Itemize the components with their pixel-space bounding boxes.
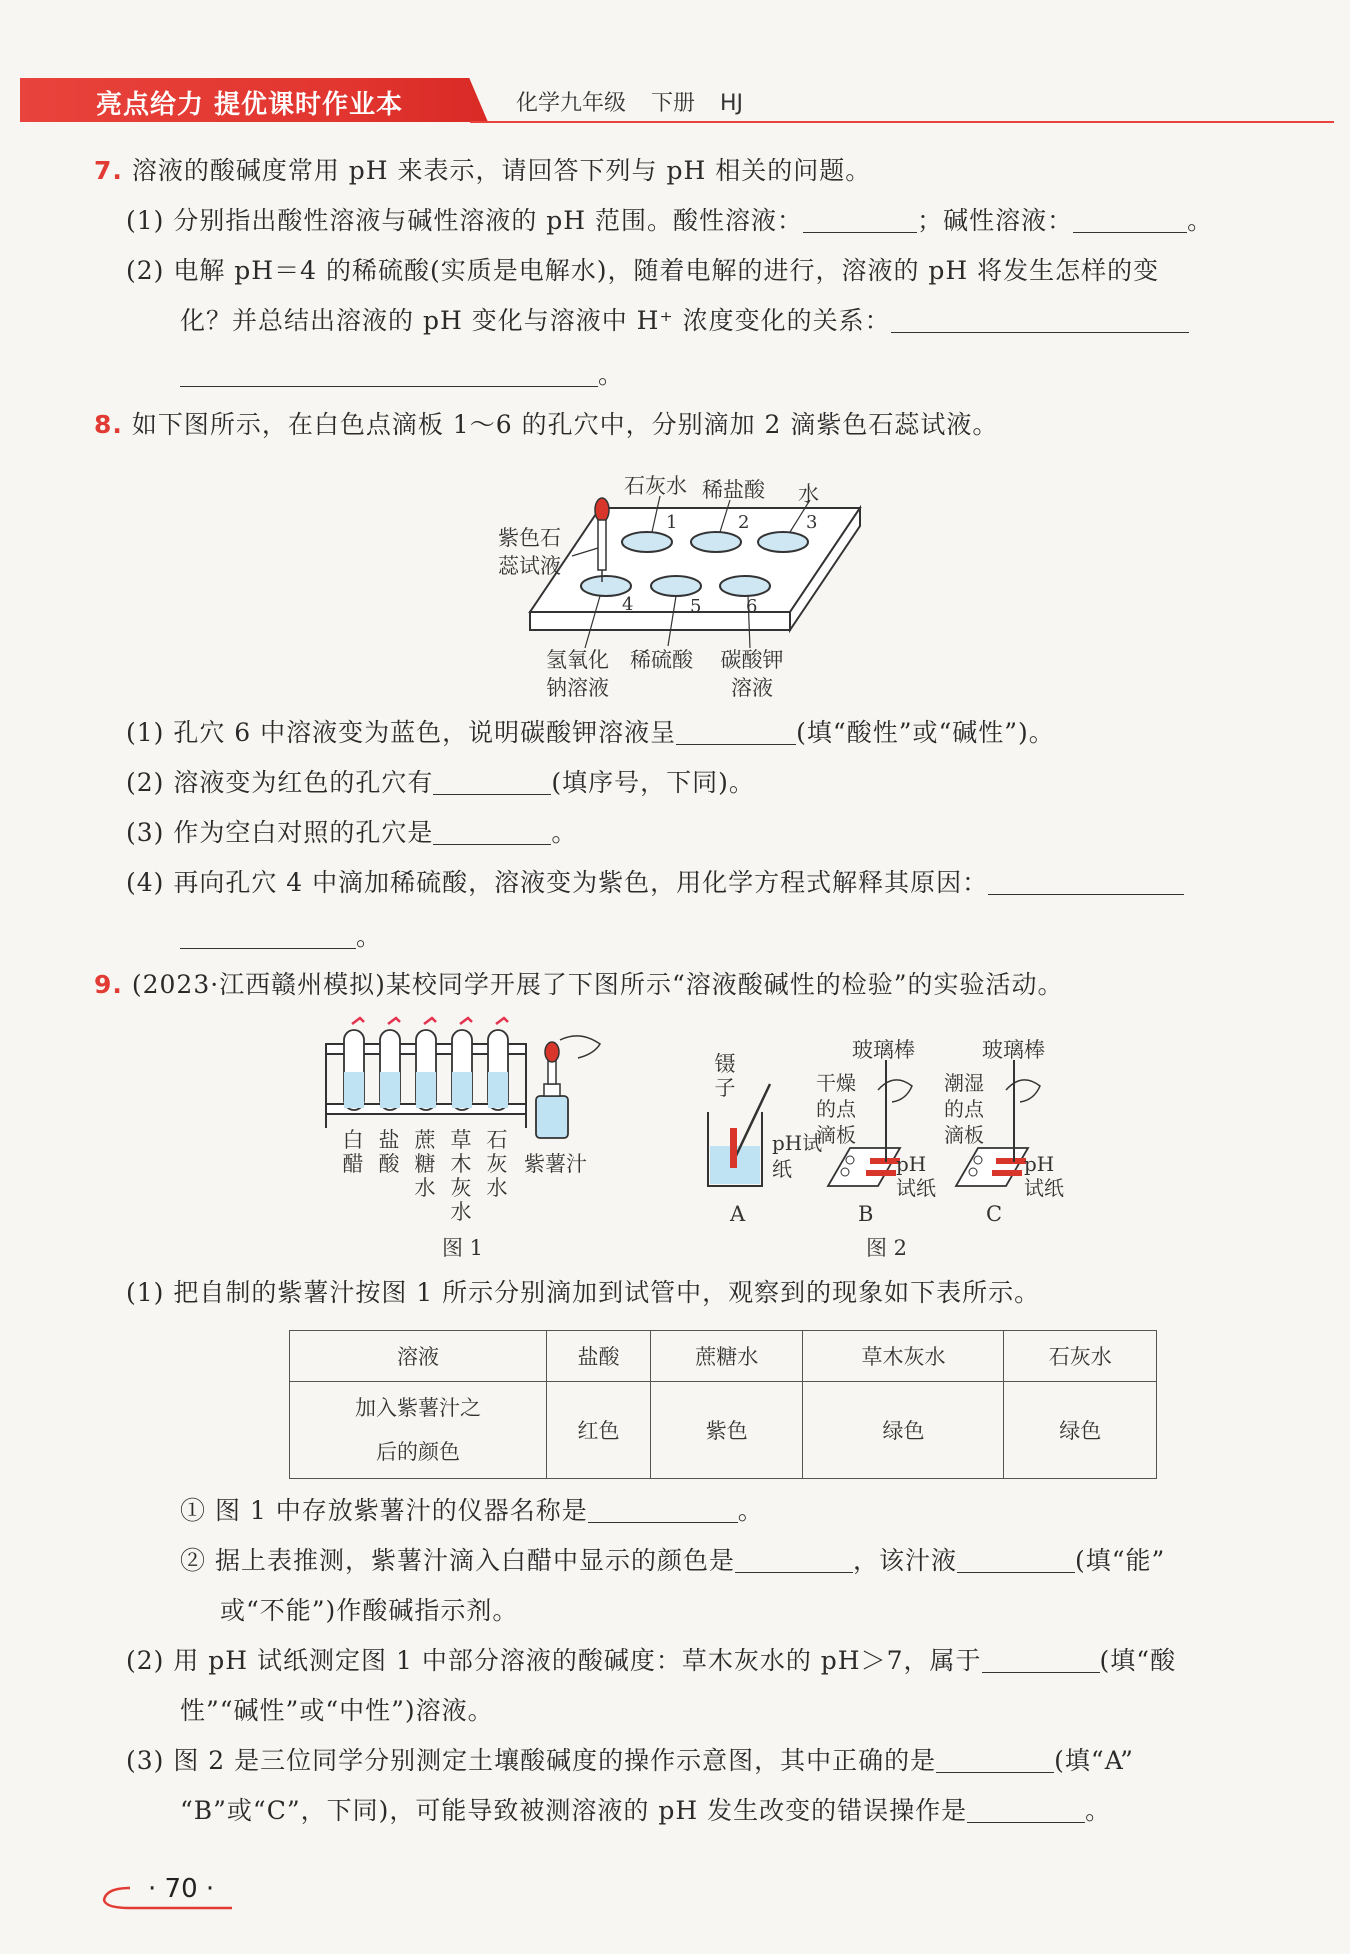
q9-sub3-hint: (填“A” [1054, 1746, 1134, 1775]
page-number: · 70 · [148, 1874, 215, 1904]
label-k2co3: 碳酸钾溶液 [720, 648, 784, 700]
tube-label-sugar-water: 蔗糖水 [414, 1128, 436, 1200]
label-glass-rod-b: 玻璃棒 [852, 1038, 915, 1062]
well-num-3: 3 [806, 512, 818, 533]
q8-sub1-text: (1) 孔穴 6 中溶液变为蓝色，说明碳酸钾溶液呈 [126, 718, 677, 747]
q9-sub3-end: 。 [1085, 1796, 1112, 1825]
q8-sub2-text: (2) 溶液变为红色的孔穴有 [126, 768, 434, 797]
label-wet-plate: 潮湿的点滴板 [944, 1071, 984, 1147]
q9-number: 9. [94, 970, 123, 999]
q8-sub3-text: (3) 作为空白对照的孔穴是 [126, 818, 434, 847]
label-dilute-h2so4: 稀硫酸 [630, 648, 693, 672]
label-c: C [986, 1202, 1003, 1226]
header-brand: 亮点给力 提优课时作业本 [96, 90, 404, 120]
table-header: 石灰水 [1004, 1331, 1157, 1382]
label-dilute-hcl: 稀盐酸 [702, 478, 765, 502]
q7-number: 7. [94, 156, 123, 185]
q9-sub2-line2: 性”“碱性”或“中性”)溶液。 [180, 1696, 494, 1725]
fig1-caption: 图 1 [442, 1236, 484, 1260]
q9-sub3-text: (3) 图 2 是三位同学分别测定土壤酸碱度的操作示意图，其中正确的是 [126, 1746, 937, 1775]
q7-part2-text: 化？并总结出溶液的 pH 变化与溶液中 H⁺ 浓度变化的关系： [180, 306, 891, 335]
tube-label-limewater: 石灰水 [486, 1128, 508, 1200]
q9-sub3-text2: “B”或“C”，下同)，可能导致被测溶液的 pH 发生改变的错误操作是 [180, 1796, 968, 1825]
q8-sub4-text: (4) 再向孔穴 4 中滴加稀硫酸，溶液变为紫色，用化学方程式解释其原因： [126, 868, 989, 897]
header-subtitle: 化学九年级 下册 HJ [516, 91, 744, 116]
q7-part1-text: (1) 分别指出酸性溶液与碱性溶液的 pH 范围。酸性溶液： [126, 206, 804, 235]
well-num-5: 5 [690, 596, 702, 617]
fig2-caption: 图 2 [866, 1236, 908, 1260]
q9-c2-hint: (填“能” [1074, 1546, 1166, 1575]
tube-label-vinegar: 白醋 [342, 1128, 364, 1176]
q7-part2-end: 。 [598, 360, 625, 389]
q9-c1-text: ① 图 1 中存放紫薯汁的仪器名称是 [180, 1496, 588, 1525]
well-num-2: 2 [738, 512, 750, 533]
table-header: 溶液 [290, 1331, 547, 1382]
q8-sub1-hint: (填“酸性”或“碱性”)。 [796, 718, 1055, 747]
well-num-6: 6 [746, 596, 758, 617]
label-limewater: 石灰水 [624, 474, 687, 498]
q8-sub3-end: 。 [551, 818, 578, 847]
row-label-line1: 加入紫薯汁之 [355, 1396, 481, 1420]
q9-sub1: (1) 把自制的紫薯汁按图 1 所示分别滴加到试管中，观察到的现象如下表所示。 [126, 1278, 1041, 1307]
table-header: 蔗糖水 [650, 1331, 803, 1382]
label-tweezers: 镊子 [714, 1052, 736, 1100]
q9-text: (2023·江西赣州模拟)某校同学开展了下图所示“溶液酸碱性的检验”的实验活动。 [131, 970, 1064, 999]
q7-part2-line1: (2) 电解 pH＝4 的稀硫酸(实质是电解水)，随着电解的进行，溶液的 pH 将发生怎样的变 [126, 256, 1160, 285]
well-num-1: 1 [666, 512, 678, 533]
row-label-line2: 后的颜色 [376, 1440, 460, 1464]
q9-c2-line2: 或“不能”)作酸碱指示剂。 [220, 1596, 519, 1625]
q7-text: 溶液的酸碱度常用 pH 来表示，请回答下列与 pH 相关的问题。 [131, 156, 872, 185]
label-glass-rod-c: 玻璃棒 [982, 1038, 1045, 1062]
q8-text: 如下图所示，在白色点滴板 1～6 的孔穴中，分别滴加 2 滴紫色石蕊试液。 [131, 410, 999, 439]
label-dry-plate: 干燥的点滴板 [816, 1071, 856, 1147]
tube-label-ash-water: 草木灰水 [450, 1128, 472, 1224]
q8-sub4-end: 。 [356, 922, 383, 951]
table-cell: 红色 [547, 1382, 651, 1479]
q8-number: 8. [94, 410, 123, 439]
table-cell: 绿色 [803, 1382, 1004, 1479]
tube-label-hcl: 盐酸 [378, 1128, 400, 1176]
table-cell: 紫色 [650, 1382, 803, 1479]
q9-sub2-hint: (填“酸 [1099, 1646, 1177, 1675]
q9-c2-text: ② 据上表推测，紫薯汁滴入白醋中显示的颜色是 [180, 1546, 735, 1575]
well-num-4: 4 [622, 594, 634, 615]
bottle-label: 紫薯汁 [524, 1152, 587, 1176]
q8-sub2-hint: (填序号，下同)。 [551, 768, 755, 797]
label-ph-paper-b: pH试纸 [896, 1152, 936, 1200]
table-header: 草木灰水 [803, 1331, 1004, 1382]
label-b: B [858, 1202, 874, 1226]
label-a: A [730, 1202, 746, 1226]
q9-c1-end: 。 [737, 1496, 764, 1525]
label-ph-paper-a: pH试纸 [772, 1131, 823, 1181]
label-litmus: 紫色石蕊试液 [498, 526, 561, 578]
table-header: 盐酸 [547, 1331, 651, 1382]
q9-c2-text2: ，该汁液 [852, 1546, 957, 1575]
label-water: 水 [798, 482, 819, 506]
table-cell: 绿色 [1004, 1382, 1157, 1479]
q7-part1-text2: ；碱性溶液： [917, 206, 1074, 235]
q9-sub2-text: (2) 用 pH 试纸测定图 1 中部分溶液的酸碱度：草木灰水的 pH＞7，属于 [126, 1646, 982, 1675]
q7-part1-end: 。 [1187, 206, 1214, 235]
label-naoh: 氢氧化钠溶液 [546, 648, 609, 700]
label-ph-paper-c: pH试纸 [1024, 1152, 1064, 1200]
